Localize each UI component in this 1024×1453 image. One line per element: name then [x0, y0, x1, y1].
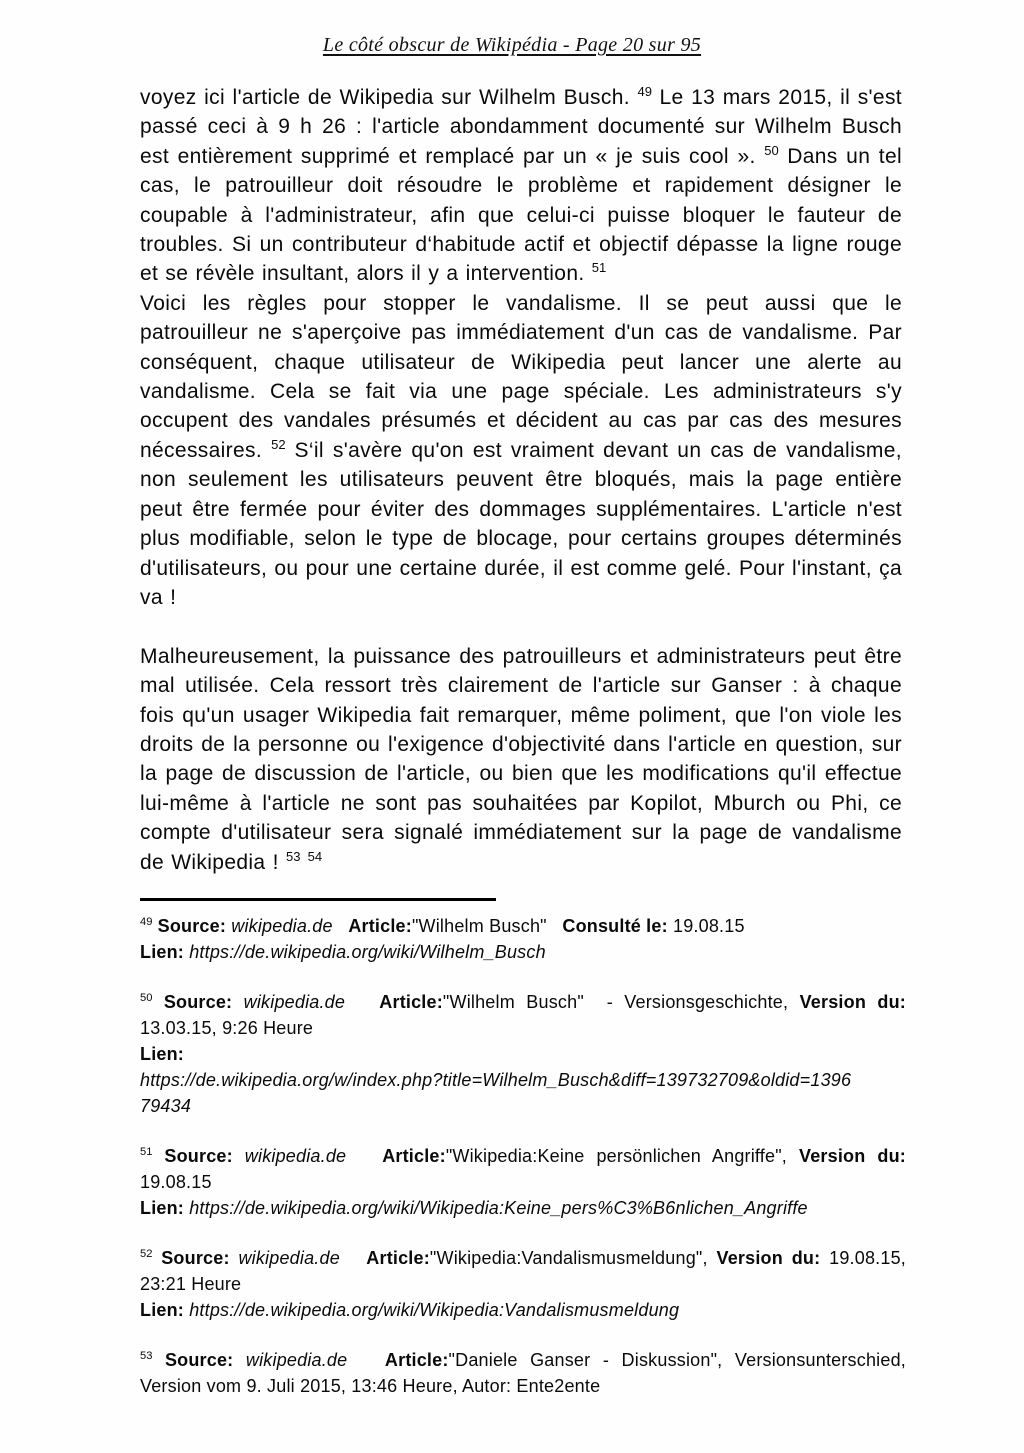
- footnote-ref: 54: [307, 848, 323, 864]
- footnote-number: 51: [140, 1145, 153, 1158]
- footnote-ref: 53: [285, 848, 301, 864]
- page-header: Le côté obscur de Wikipédia - Page 20 sur 95: [322, 34, 702, 56]
- text-run-bold: Lien:: [140, 1043, 184, 1064]
- text-run-italic: wikipedia.de: [244, 1145, 347, 1166]
- text-run-bold: Article:: [366, 1247, 430, 1268]
- text-run-italic: wikipedia.de: [243, 991, 346, 1012]
- text-run-text: "Wilhelm Busch": [411, 915, 563, 936]
- text-run-text: 19.08.15, 23:21 Heure: [140, 1247, 906, 1294]
- text-run-text: "Daniele Ganser - Diskussion", Versionsunterschied, Version vom 9. Juli 2015, 13:46 Heure, Autor: Ente2ente: [140, 1349, 906, 1396]
- body-text: [140, 83, 902, 877]
- text-run-bold: Article:: [348, 915, 412, 936]
- footnote-item: [140, 989, 906, 1119]
- text-run-bold: Version du:: [799, 1145, 906, 1166]
- text-run-text: [300, 851, 307, 874]
- footnote-ref: 51: [591, 260, 607, 276]
- text-run-text: 19.08.15: [672, 915, 745, 936]
- text-run-italic: wikipedia.de: [245, 1349, 348, 1370]
- text-run-italic: https://de.wikipedia.org/w/index.php?title=Wilhelm_Busch&diff=139732709&oldid=1396: [140, 1069, 852, 1090]
- text-run-italic: wikipedia.de: [238, 1247, 340, 1268]
- body-paragraph: [140, 642, 902, 877]
- text-run-bold: Article:: [382, 1145, 446, 1166]
- text-run-text: 19.08.15: [140, 1171, 212, 1192]
- text-run-bold: Source:: [152, 1349, 246, 1370]
- body-paragraph: [140, 83, 902, 289]
- text-run-text: "Wikipedia:Keine persönlichen Angriffe",: [445, 1145, 799, 1166]
- text-run-italic: 79434: [140, 1095, 192, 1116]
- text-run-bold: Source:: [152, 1247, 239, 1268]
- footnote-ref: 50: [764, 142, 779, 158]
- text-run-italic: https://de.wikipedia.org/wiki/Wikipedia:Vandalismusmeldung: [189, 1299, 680, 1320]
- text-run-bold: Article:: [379, 991, 443, 1012]
- footnotes-section: [140, 913, 906, 1399]
- footnote-ref: 52: [271, 436, 286, 452]
- footnote-item: [140, 1143, 906, 1221]
- text-run-bold: Version du:: [716, 1247, 830, 1268]
- text-run-bold: Lien:: [140, 1299, 190, 1320]
- text-run-bold: Source:: [152, 1145, 245, 1166]
- footnote-ref: 49: [637, 84, 652, 99]
- text-run-text: 13.03.15, 9:26 Heure: [140, 1017, 314, 1038]
- body-paragraph: [140, 289, 902, 612]
- text-run-bold: Version du:: [799, 991, 907, 1012]
- text-run-text: voyez ici l'article de Wikipedia sur Wilhelm Busch.: [140, 86, 638, 109]
- footnote-item: [140, 913, 906, 965]
- text-run-italic: https://de.wikipedia.org/wiki/Wikipedia:Keine_pers%C3%B6nlichen_Angriffe: [189, 1197, 808, 1218]
- footnote-number: 49: [140, 915, 153, 928]
- text-run-text: [340, 1248, 366, 1268]
- footnote-number: 53: [140, 1349, 153, 1362]
- footnote-number: 50: [140, 991, 153, 1004]
- footnote-number: 52: [140, 1247, 153, 1260]
- footnote-item: [140, 1347, 906, 1399]
- text-run-text: [346, 1146, 382, 1166]
- text-run-text: Malheureusement, la puissance des patrouilleurs et administrateurs peut être mal utilisée. Cela ressort très clairement de l'article sur Ganser : à chaque fois qu'un usager Wikipedia fait remarquer, même poliment, que l'on viole les droits de la personne ou l'exigence d'objectivité dans l'article en question, sur la page de discussion de l'article, ou bien que les modifications qu'il effectue lui-même à l'article ne sont pas souhaitées par Kopilot, Mburch ou Phi, ce compte d'utilisateur sera signalé immédiatement sur la page de vandalisme de Wikipedia !: [140, 644, 902, 874]
- text-run-bold: Source:: [152, 915, 232, 936]
- text-run-text: Le 13 mars 2015, il s'est passé ceci à 9 h 26 : l'article abondamment documenté sur Wilhelm Busch est entièrement supprimé et remplacé par un « je suis cool ».: [140, 86, 902, 168]
- text-run-italic: https://de.wikipedia.org/wiki/Wilhelm_Busch: [189, 941, 546, 962]
- text-run-text: [333, 916, 349, 936]
- text-run-text: "Wikipedia:Vandalismusmeldung",: [429, 1247, 717, 1268]
- text-run-bold: Source:: [152, 991, 244, 1012]
- text-run-italic: wikipedia.de: [231, 915, 333, 936]
- text-run-text: [347, 1350, 385, 1370]
- text-run-bold: Lien:: [140, 941, 190, 962]
- footnote-separator: [140, 898, 496, 901]
- text-run-text: [345, 992, 379, 1012]
- text-run-text: S‘il s'avère qu'on est vraiment devant un cas de vandalisme, non seulement les utilisateurs peuvent être bloqués, mais la page entière peut être fermée pour éviter des dommages supplémentaires. L'article n'est plus modifiable, selon le type de blocage, pour certains groupes déterminés d'utilisateurs, ou pour une certaine durée, il est comme gelé. Pour l'instant, ça va !: [140, 438, 902, 609]
- text-run-text: "Wilhelm Busch" - Versionsgeschichte,: [442, 991, 800, 1012]
- footnote-item: [140, 1245, 906, 1323]
- text-run-text: Dans un tel cas, le patrouilleur doit résoudre le problème et rapidement désigner le coupable à l'administrateur, afin que celui-ci puisse bloquer le fauteur de troubles. Si un contributeur d‘habitude actif et objectif dépasse la ligne rouge et se révèle insultant, alors il y a intervention.: [140, 144, 903, 286]
- text-run-bold: Consulté le:: [562, 915, 673, 936]
- text-run-text: Voici les règles pour stopper le vandalisme. Il se peut aussi que le patrouilleur ne s'aperçoive pas immédiatement d'un cas de vandalisme. Par conséquent, chaque utilisateur de Wikipedia peut lancer une alerte au vandalisme. Cela se fait via une page spéciale. Les administrateurs s'y occupent des vandales présumés et décident au cas par cas des mesures nécessaires.: [140, 291, 902, 462]
- text-run-bold: Lien:: [140, 1197, 190, 1218]
- text-run-bold: Article:: [384, 1349, 449, 1370]
